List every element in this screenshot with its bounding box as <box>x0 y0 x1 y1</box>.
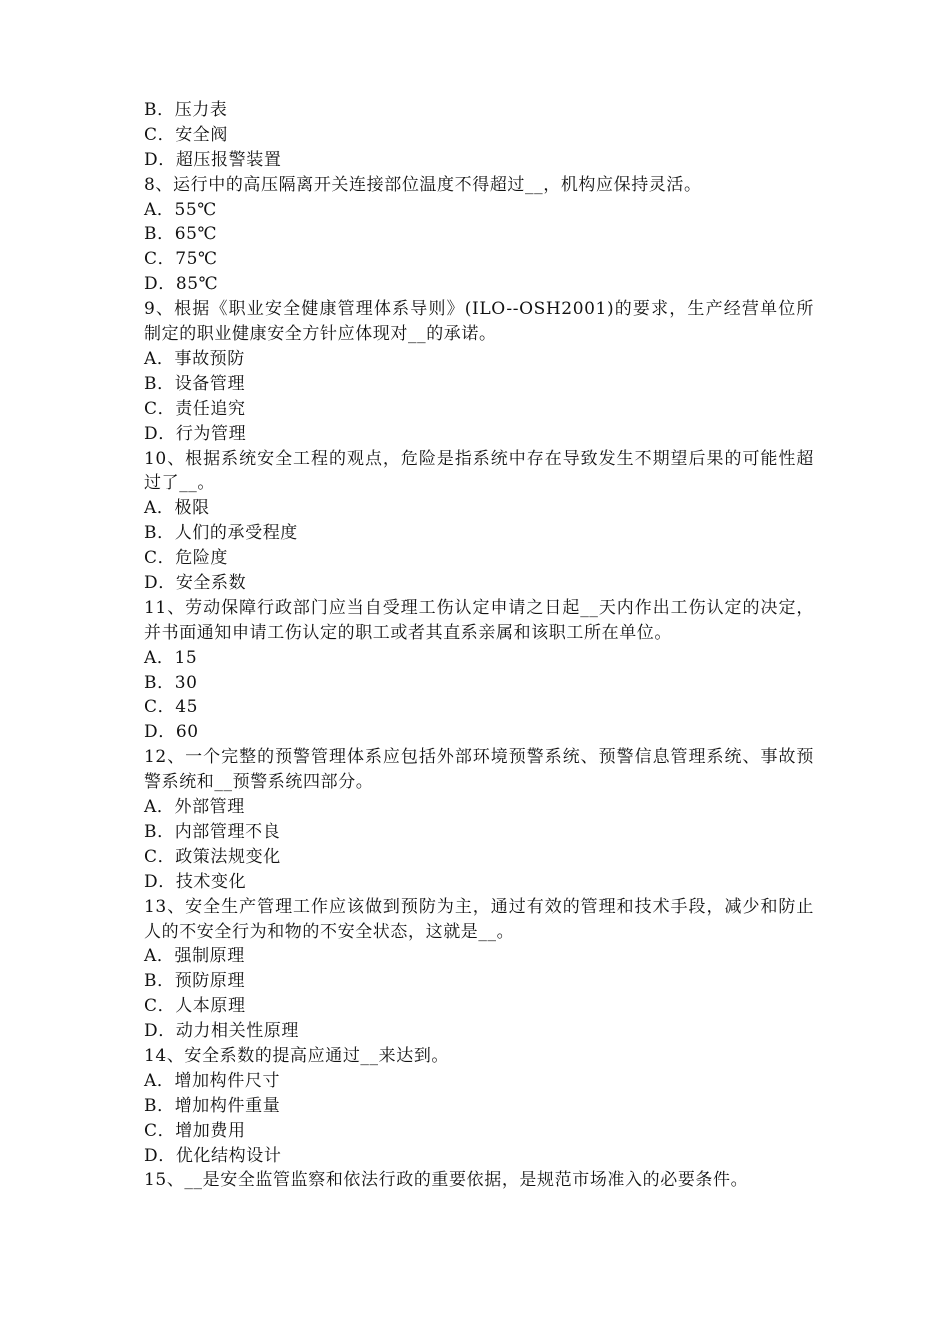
option-line: D．动力相关性原理 <box>144 1021 300 1042</box>
option-line: B．内部管理不良 <box>144 821 281 842</box>
option-line: B．人们的承受程度 <box>144 523 298 544</box>
question-text: 12、一个完整的预警管理体系应包括外部环境预警系统、预警信息管理系统、事故预警系统和__预警系统四部分。 <box>144 747 814 793</box>
option-line: D．优化结构设计 <box>144 1145 282 1166</box>
option-line: B．预防原理 <box>144 971 246 992</box>
option-line: C．责任追究 <box>144 398 246 419</box>
option-line: B．30 <box>144 672 198 693</box>
question-text: 13、安全生产管理工作应该做到预防为主，通过有效的管理和技术手段，减少和防止人的不安全行为和物的不安全状态，这就是__。 <box>144 896 814 942</box>
question-text: 14、安全系数的提高应通过__来达到。 <box>144 1046 450 1067</box>
option-line: C．政策法规变化 <box>144 846 281 867</box>
option-line: C．45 <box>144 697 199 718</box>
option-line: D．安全系数 <box>144 573 247 593</box>
option-line: D．60 <box>144 722 199 743</box>
option-line: D．行为管理 <box>144 423 247 444</box>
option-line: A．55℃ <box>144 199 217 220</box>
question-text: 9、根据《职业安全健康管理体系导则》(ILO--OSH2001)的要求，生产经营单位所制定的职业健康安全方针应体现对__的承诺。 <box>144 299 814 345</box>
option-line: A．事故预防 <box>144 348 245 369</box>
option-line: B．压力表 <box>144 100 228 120</box>
option-line: B．增加构件重量 <box>144 1095 281 1116</box>
option-line: A．极限 <box>144 498 210 519</box>
question-text: 15、__是安全监管监察和依法行政的重要依据，是规范市场准入的必要条件。 <box>144 1170 749 1191</box>
option-line: B．65℃ <box>144 224 218 245</box>
option-line: C．安全阀 <box>144 124 229 145</box>
option-line: C．人本原理 <box>144 996 246 1017</box>
option-line: A．15 <box>144 647 198 668</box>
option-line: A．增加构件尺寸 <box>144 1070 281 1091</box>
question-text: 11、劳动保障行政部门应当自受理工伤认定申请之日起__天内作出工伤认定的决定，并书面通知申请工伤认定的职工或者其直系亲属和该职工所在单位。 <box>144 597 814 643</box>
option-line: A．外部管理 <box>144 797 245 818</box>
option-line: A．强制原理 <box>144 946 245 967</box>
option-line: D．技术变化 <box>144 871 247 892</box>
document-page <box>144 98 814 1193</box>
option-line: D．超压报警装置 <box>144 149 282 170</box>
option-line: C．危险度 <box>144 548 229 569</box>
option-line: D．85℃ <box>144 274 219 295</box>
option-line: B．设备管理 <box>144 373 246 394</box>
option-line: C．增加费用 <box>144 1120 246 1141</box>
question-text: 10、根据系统安全工程的观点，危险是指系统中存在导致发生不期望后果的可能性超过了__。 <box>144 448 814 494</box>
option-line: C．75℃ <box>144 249 218 270</box>
question-text: 8、运行中的高压隔离开关连接部位温度不得超过__，机构应保持灵活。 <box>144 174 702 195</box>
